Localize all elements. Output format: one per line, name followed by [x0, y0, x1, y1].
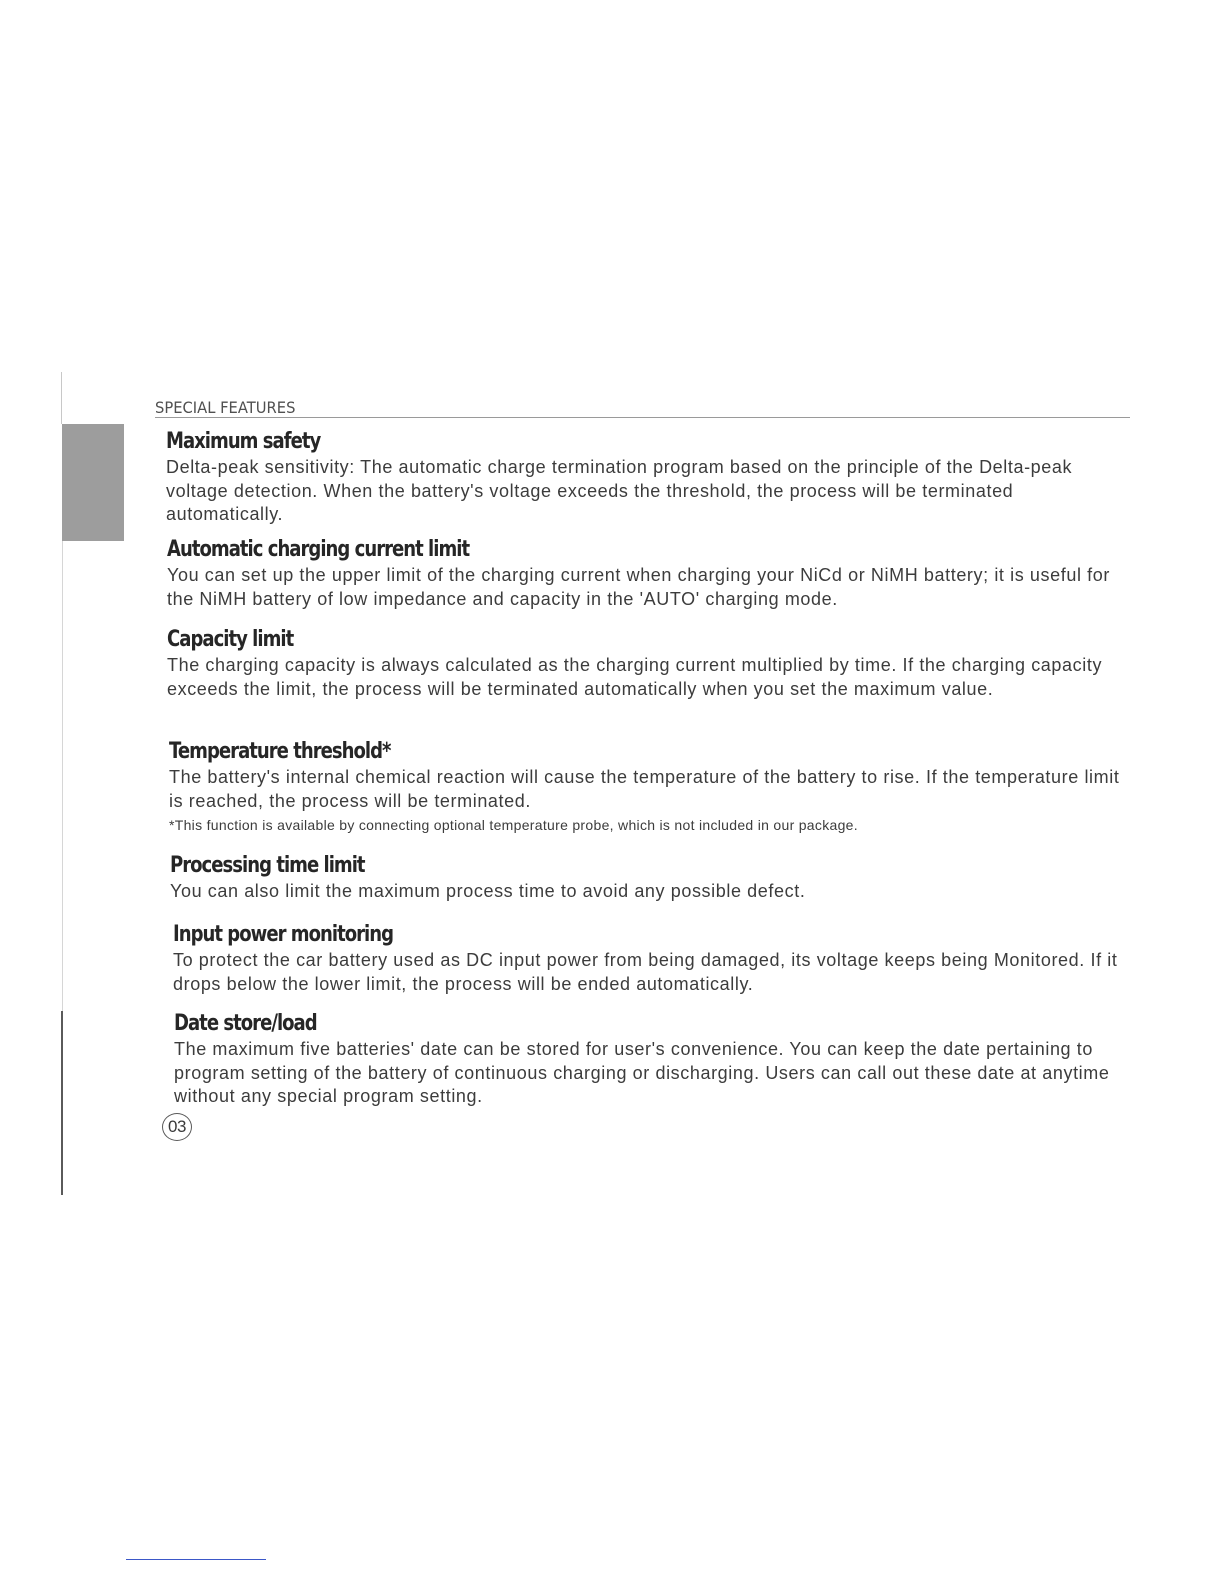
feature-body: The charging capacity is always calculated as the charging current multiplied by time. If the charging capacity exceeds the limit, the process will be terminated automatically when you set the maximum value. — [167, 655, 1103, 699]
feature-title: Maximum safety — [166, 429, 321, 454]
bottom-divider — [126, 1559, 266, 1560]
page-number: 03 — [162, 1113, 192, 1141]
feature-body: To protect the car battery used as DC input power from being damaged, its voltage keeps being Monitored. If it drops below the lower limit, the process will be ended automatically. — [173, 950, 1118, 994]
feature-temperature-threshold — [169, 738, 1129, 835]
feature-title: Input power monitoring — [173, 922, 394, 947]
margin-rule-bottom — [61, 1011, 63, 1195]
feature-body: The battery's internal chemical reaction will cause the temperature of the battery to rise. If the temperature limit is reached, the process will be terminated. — [169, 767, 1120, 811]
feature-input-power-monitoring — [173, 921, 1133, 996]
feature-body: You can also limit the maximum process time to avoid any possible defect. — [170, 881, 806, 901]
feature-maximum-safety — [166, 428, 1126, 527]
feature-date-store-load — [174, 1010, 1134, 1109]
section-tab-marker — [62, 424, 124, 541]
margin-rule-top — [61, 372, 62, 424]
feature-body: The maximum five batteries' date can be stored for user's convenience. You can keep the date pertaining to program setting of the battery of continuous charging or discharging. Users can call out these date at anytime without any special program setting. — [174, 1039, 1110, 1106]
feature-automatic-charging-current-limit — [167, 536, 1127, 611]
feature-title: Temperature threshold* — [169, 739, 391, 764]
margin-rule-middle — [62, 541, 63, 1011]
feature-capacity-limit — [167, 626, 1127, 701]
feature-title: Date store/load — [174, 1011, 317, 1036]
feature-title: Automatic charging current limit — [167, 537, 470, 562]
feature-body: You can set up the upper limit of the charging current when charging your NiCd or NiMH battery; it is useful for the NiMH battery of low impedance and capacity in the 'AUTO' charging mode. — [167, 565, 1110, 609]
section-header — [155, 398, 1130, 418]
feature-title: Processing time limit — [170, 853, 365, 878]
feature-footnote: *This function is available by connecting optional temperature probe, which is not included in our package. — [169, 817, 858, 833]
feature-title: Capacity limit — [167, 627, 294, 652]
feature-processing-time-limit — [170, 852, 1130, 904]
feature-body: Delta-peak sensitivity: The automatic charge termination program based on the principle of the Delta-peak voltage detection. When the battery's voltage exceeds the threshold, the process will be terminated automatically. — [166, 457, 1073, 524]
section-title: SPECIAL FEATURES — [155, 398, 296, 417]
